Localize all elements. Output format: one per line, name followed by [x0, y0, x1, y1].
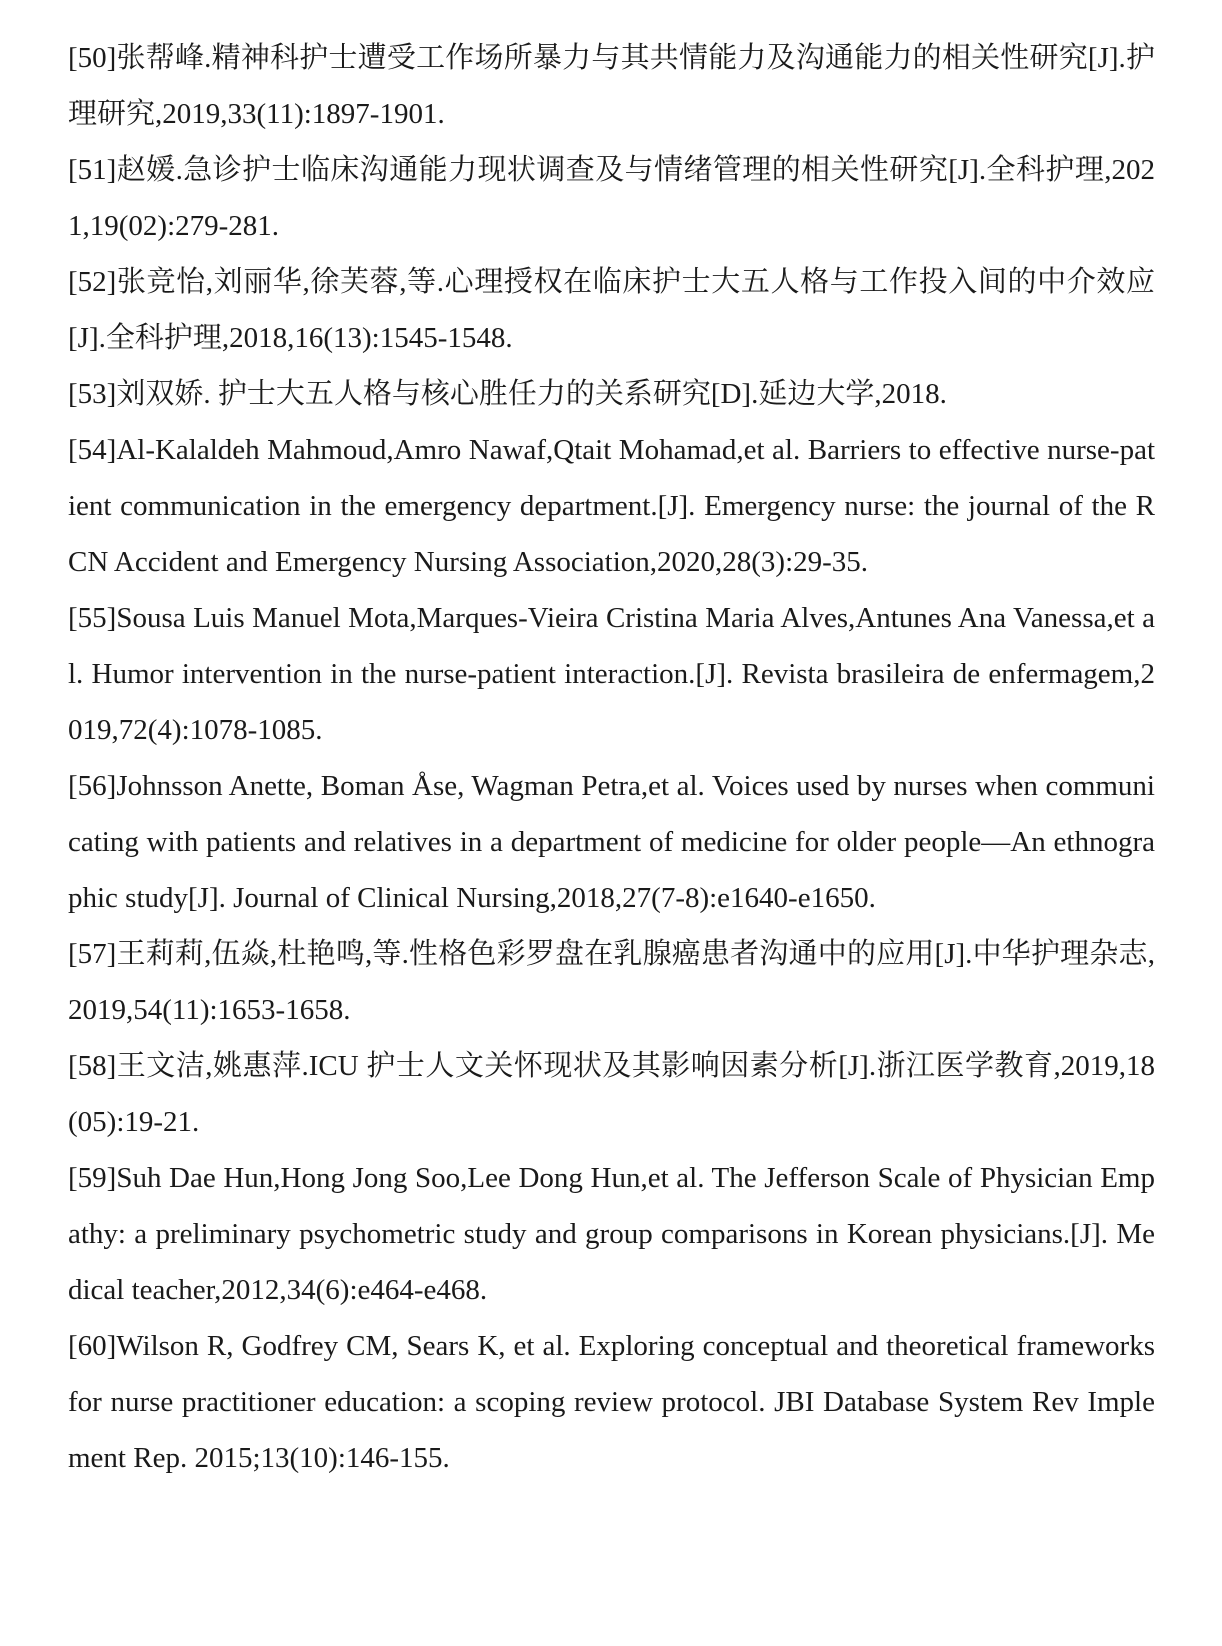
reference-entry-54: [54]Al-Kalaldeh Mahmoud,Amro Nawaf,Qtait Mohamad,et al. Barriers to effective nurse-patient communication in the emergency department.[J]. Emergency nurse: the journal of the RCN Accident and Emergency Nursing Association,2020,28(3):29-35. [68, 434, 1155, 578]
reference-entry-53: [53]刘双娇. 护士大五人格与核心胜任力的关系研究[D].延边大学,2018. [68, 378, 947, 410]
reference-entry-55: [55]Sousa Luis Manuel Mota,Marques-Vieira Cristina Maria Alves,Antunes Ana Vanessa,et al. Humor intervention in the nurse-patient interaction.[J]. Revista brasileira de enfermagem,2019,72(4):1078-1085. [68, 602, 1155, 746]
reference-entry-60: [60]Wilson R, Godfrey CM, Sears K, et al. Exploring conceptual and theoretical frameworks for nurse practitioner education: a scoping review protocol. JBI Database System Rev Implement Rep. 2015;13(10):146-155. [68, 1330, 1155, 1474]
reference-entry-59: [59]Suh Dae Hun,Hong Jong Soo,Lee Dong Hun,et al. The Jefferson Scale of Physician Empathy: a preliminary psychometric study and group comparisons in Korean physicians.[J]. Medical teacher,2012,34(6):e464-e468. [68, 1162, 1155, 1306]
reference-entry-56: [56]Johnsson Anette, Boman Åse, Wagman Petra,et al. Voices used by nurses when communicating with patients and relatives in a department of medicine for older people—An ethnographic study[J]. Journal of Clinical Nursing,2018,27(7-8):e1640-e1650. [68, 770, 1155, 914]
reference-entry-58: [58]王文洁,姚惠萍.ICU 护士人文关怀现状及其影响因素分析[J].浙江医学教育,2019,18(05):19-21. [68, 1050, 1155, 1138]
reference-entry-51: [51]赵媛.急诊护士临床沟通能力现状调查及与情绪管理的相关性研究[J].全科护理,2021,19(02):279-281. [68, 154, 1155, 242]
reference-entry-50: [50]张帮峰.精神科护士遭受工作场所暴力与其共情能力及沟通能力的相关性研究[J].护理研究,2019,33(11):1897-1901. [68, 42, 1155, 130]
reference-entry-57: [57]王莉莉,伍焱,杜艳鸣,等.性格色彩罗盘在乳腺癌患者沟通中的应用[J].中华护理杂志,2019,54(11):1653-1658. [68, 938, 1155, 1026]
reference-entry-52: [52]张竞怡,刘丽华,徐芙蓉,等.心理授权在临床护士大五人格与工作投入间的中介效应[J].全科护理,2018,16(13):1545-1548. [68, 266, 1155, 354]
